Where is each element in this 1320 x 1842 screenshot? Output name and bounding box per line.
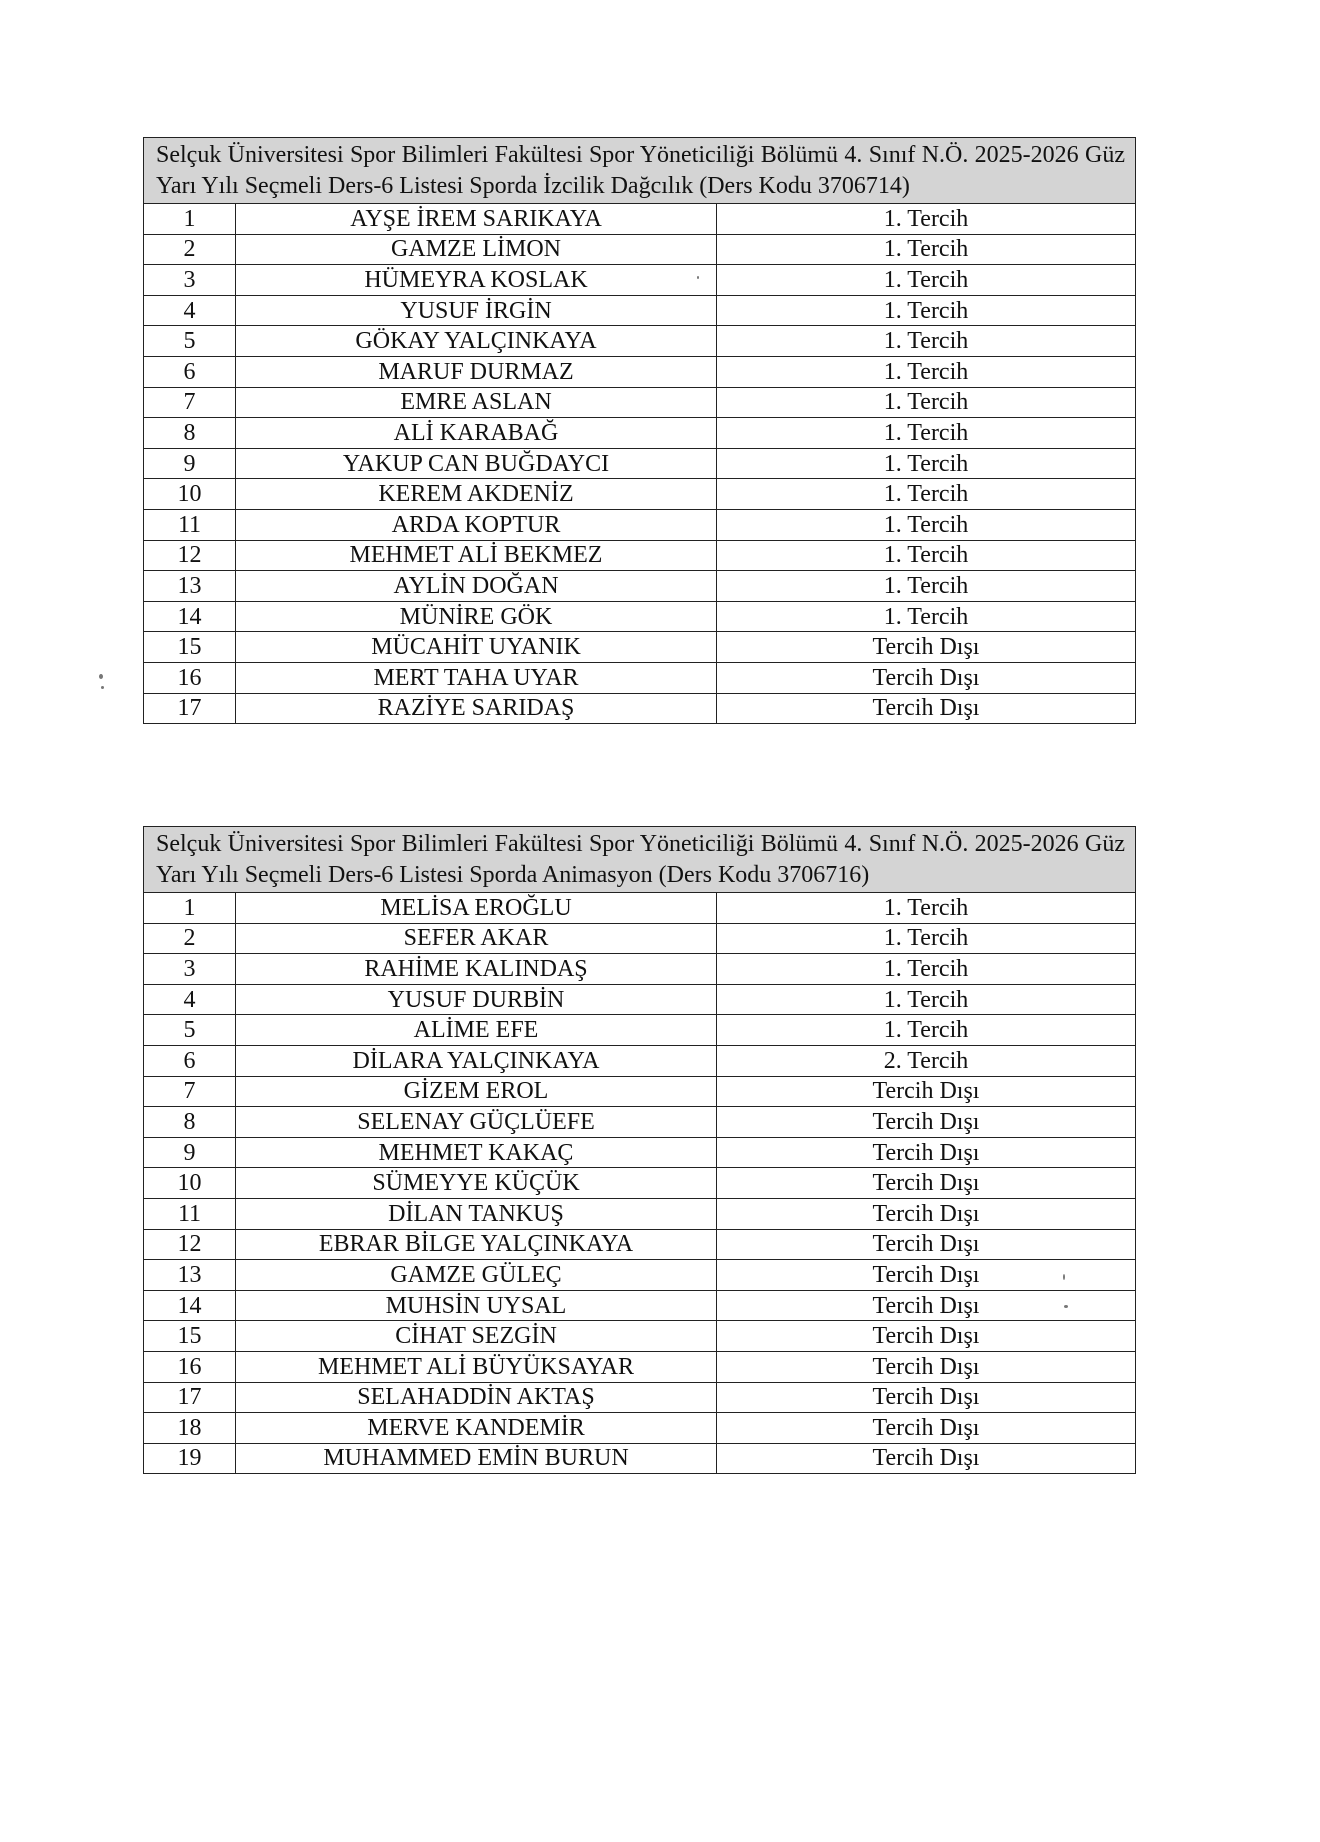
preference-status: Tercih Dışı	[717, 1443, 1136, 1474]
preference-status: 1. Tercih	[717, 387, 1136, 418]
table-row	[144, 1290, 1136, 1321]
table-row	[144, 1045, 1136, 1076]
table-row	[144, 234, 1136, 265]
row-number: 2	[144, 234, 236, 265]
preference-status: Tercih Dışı	[717, 1198, 1136, 1229]
row-number: 9	[144, 448, 236, 479]
table-row	[144, 1260, 1136, 1291]
row-number: 10	[144, 1168, 236, 1199]
row-number: 13	[144, 571, 236, 602]
row-number: 1	[144, 204, 236, 235]
table-title: Selçuk Üniversitesi Spor Bilimleri Fakültesi Spor Yöneticiliği Bölümü 4. Sınıf N.Ö. 2025-2026 Güz Yarı Yılı Seçmeli Ders-6 Listesi Sporda Animasyon (Ders Kodu 3706716)	[144, 827, 1136, 893]
table-title-row	[144, 138, 1136, 204]
student-name: ARDA KOPTUR	[236, 509, 717, 540]
table-row	[144, 893, 1136, 924]
preference-status: Tercih Dışı	[717, 1137, 1136, 1168]
student-name: MEHMET ALİ BEKMEZ	[236, 540, 717, 571]
student-name: CİHAT SEZGİN	[236, 1321, 717, 1352]
table-row	[144, 1168, 1136, 1199]
table-row	[144, 479, 1136, 510]
row-number: 3	[144, 265, 236, 296]
preference-status: 1. Tercih	[717, 356, 1136, 387]
preference-status: Tercih Dışı	[717, 1321, 1136, 1352]
student-name: AYŞE İREM SARIKAYA	[236, 204, 717, 235]
student-name: MERVE KANDEMİR	[236, 1413, 717, 1444]
row-number: 4	[144, 295, 236, 326]
student-name: SEFER AKAR	[236, 923, 717, 954]
table-title-row	[144, 827, 1136, 893]
row-number: 7	[144, 1076, 236, 1107]
student-name: MÜNİRE GÖK	[236, 601, 717, 632]
preference-status: 2. Tercih	[717, 1045, 1136, 1076]
table-row	[144, 571, 1136, 602]
table-row	[144, 1321, 1136, 1352]
row-number: 9	[144, 1137, 236, 1168]
preference-status: 1. Tercih	[717, 295, 1136, 326]
preference-status: Tercih Dışı	[717, 1413, 1136, 1444]
preference-status: 1. Tercih	[717, 1015, 1136, 1046]
row-number: 2	[144, 923, 236, 954]
row-number: 3	[144, 954, 236, 985]
preference-status: 1. Tercih	[717, 326, 1136, 357]
row-number: 5	[144, 326, 236, 357]
table-row	[144, 662, 1136, 693]
student-name: GİZEM EROL	[236, 1076, 717, 1107]
preference-status: 1. Tercih	[717, 984, 1136, 1015]
table-body	[144, 893, 1136, 1474]
student-name: AYLİN DOĞAN	[236, 571, 717, 602]
table-row	[144, 326, 1136, 357]
table-row	[144, 632, 1136, 663]
preference-status: Tercih Dışı	[717, 662, 1136, 693]
scan-speck	[101, 686, 104, 689]
preference-status: Tercih Dışı	[717, 1076, 1136, 1107]
row-number: 6	[144, 356, 236, 387]
preference-status: 1. Tercih	[717, 479, 1136, 510]
student-name: SELAHADDİN AKTAŞ	[236, 1382, 717, 1413]
table-row	[144, 1413, 1136, 1444]
table-row	[144, 1382, 1136, 1413]
row-number: 17	[144, 1382, 236, 1413]
student-name: MUHSİN UYSAL	[236, 1290, 717, 1321]
preference-status: Tercih Dışı	[717, 693, 1136, 724]
row-number: 16	[144, 1351, 236, 1382]
student-name: SÜMEYYE KÜÇÜK	[236, 1168, 717, 1199]
preference-status: 1. Tercih	[717, 204, 1136, 235]
preference-status: 1. Tercih	[717, 234, 1136, 265]
table-row	[144, 1107, 1136, 1138]
row-number: 1	[144, 893, 236, 924]
table-row	[144, 265, 1136, 296]
preference-status: 1. Tercih	[717, 893, 1136, 924]
preference-status: 1. Tercih	[717, 418, 1136, 449]
student-name: MARUF DURMAZ	[236, 356, 717, 387]
student-name: YUSUF İRGİN	[236, 295, 717, 326]
row-number: 15	[144, 632, 236, 663]
table-row	[144, 448, 1136, 479]
row-number: 18	[144, 1413, 236, 1444]
table-row	[144, 1137, 1136, 1168]
table-row	[144, 356, 1136, 387]
row-number: 10	[144, 479, 236, 510]
student-name: HÜMEYRA KOSLAK	[236, 265, 717, 296]
student-name: KEREM AKDENİZ	[236, 479, 717, 510]
student-name: YUSUF DURBİN	[236, 984, 717, 1015]
table-row	[144, 418, 1136, 449]
row-number: 19	[144, 1443, 236, 1474]
preference-status: Tercih Dışı	[717, 1229, 1136, 1260]
table-row	[144, 1015, 1136, 1046]
table-row	[144, 984, 1136, 1015]
row-number: 12	[144, 540, 236, 571]
preference-status: 1. Tercih	[717, 954, 1136, 985]
student-name: DİLARA YALÇINKAYA	[236, 1045, 717, 1076]
table-row	[144, 1443, 1136, 1474]
row-number: 17	[144, 693, 236, 724]
table-row	[144, 295, 1136, 326]
row-number: 12	[144, 1229, 236, 1260]
student-name: GÖKAY YALÇINKAYA	[236, 326, 717, 357]
table-row	[144, 1076, 1136, 1107]
student-name: EMRE ASLAN	[236, 387, 717, 418]
preference-status: 1. Tercih	[717, 540, 1136, 571]
course-list-table-animasyon	[143, 826, 1136, 1474]
scan-speck	[697, 276, 699, 279]
student-name: MEHMET ALİ BÜYÜKSAYAR	[236, 1351, 717, 1382]
student-name: ALİME EFE	[236, 1015, 717, 1046]
student-name: MERT TAHA UYAR	[236, 662, 717, 693]
table-row	[144, 923, 1136, 954]
preference-status: Tercih Dışı	[717, 1351, 1136, 1382]
row-number: 11	[144, 509, 236, 540]
student-name: SELENAY GÜÇLÜEFE	[236, 1107, 717, 1138]
preference-status: 1. Tercih	[717, 509, 1136, 540]
table-body	[144, 204, 1136, 724]
preference-status: Tercih Dışı	[717, 1168, 1136, 1199]
table-row	[144, 387, 1136, 418]
row-number: 11	[144, 1198, 236, 1229]
preference-status: Tercih Dışı	[717, 1290, 1136, 1321]
row-number: 8	[144, 1107, 236, 1138]
student-name: YAKUP CAN BUĞDAYCI	[236, 448, 717, 479]
preference-status: 1. Tercih	[717, 448, 1136, 479]
table-row	[144, 540, 1136, 571]
table-row	[144, 601, 1136, 632]
table-row	[144, 1351, 1136, 1382]
table-title: Selçuk Üniversitesi Spor Bilimleri Fakültesi Spor Yöneticiliği Bölümü 4. Sınıf N.Ö. 2025-2026 Güz Yarı Yılı Seçmeli Ders-6 Listesi Sporda İzcilik Dağcılık (Ders Kodu 3706714)	[144, 138, 1136, 204]
row-number: 14	[144, 601, 236, 632]
row-number: 6	[144, 1045, 236, 1076]
student-name: RAZİYE SARIDAŞ	[236, 693, 717, 724]
row-number: 15	[144, 1321, 236, 1352]
preference-status: Tercih Dışı	[717, 632, 1136, 663]
scan-speck	[1064, 1305, 1068, 1308]
scan-speck	[1063, 1274, 1065, 1280]
student-name: DİLAN TANKUŞ	[236, 1198, 717, 1229]
preference-status: 1. Tercih	[717, 601, 1136, 632]
preference-status: Tercih Dışı	[717, 1107, 1136, 1138]
student-name: MÜCAHİT UYANIK	[236, 632, 717, 663]
student-name: EBRAR BİLGE YALÇINKAYA	[236, 1229, 717, 1260]
row-number: 16	[144, 662, 236, 693]
row-number: 8	[144, 418, 236, 449]
course-list-table-izcilik-dagcilik	[143, 137, 1136, 724]
student-name: MEHMET KAKAÇ	[236, 1137, 717, 1168]
preference-status: 1. Tercih	[717, 571, 1136, 602]
preference-status: 1. Tercih	[717, 923, 1136, 954]
table-row	[144, 204, 1136, 235]
student-name: MUHAMMED EMİN BURUN	[236, 1443, 717, 1474]
row-number: 13	[144, 1260, 236, 1291]
table-row	[144, 1198, 1136, 1229]
row-number: 14	[144, 1290, 236, 1321]
preference-status: Tercih Dışı	[717, 1260, 1136, 1291]
row-number: 4	[144, 984, 236, 1015]
table-row	[144, 1229, 1136, 1260]
scan-speck	[99, 674, 103, 679]
student-name: GAMZE LİMON	[236, 234, 717, 265]
preference-status: Tercih Dışı	[717, 1382, 1136, 1413]
table-row	[144, 509, 1136, 540]
preference-status: 1. Tercih	[717, 265, 1136, 296]
row-number: 7	[144, 387, 236, 418]
student-name: GAMZE GÜLEÇ	[236, 1260, 717, 1291]
row-number: 5	[144, 1015, 236, 1046]
table-row	[144, 954, 1136, 985]
student-name: MELİSA EROĞLU	[236, 893, 717, 924]
student-name: RAHİME KALINDAŞ	[236, 954, 717, 985]
student-name: ALİ KARABAĞ	[236, 418, 717, 449]
table-row	[144, 693, 1136, 724]
